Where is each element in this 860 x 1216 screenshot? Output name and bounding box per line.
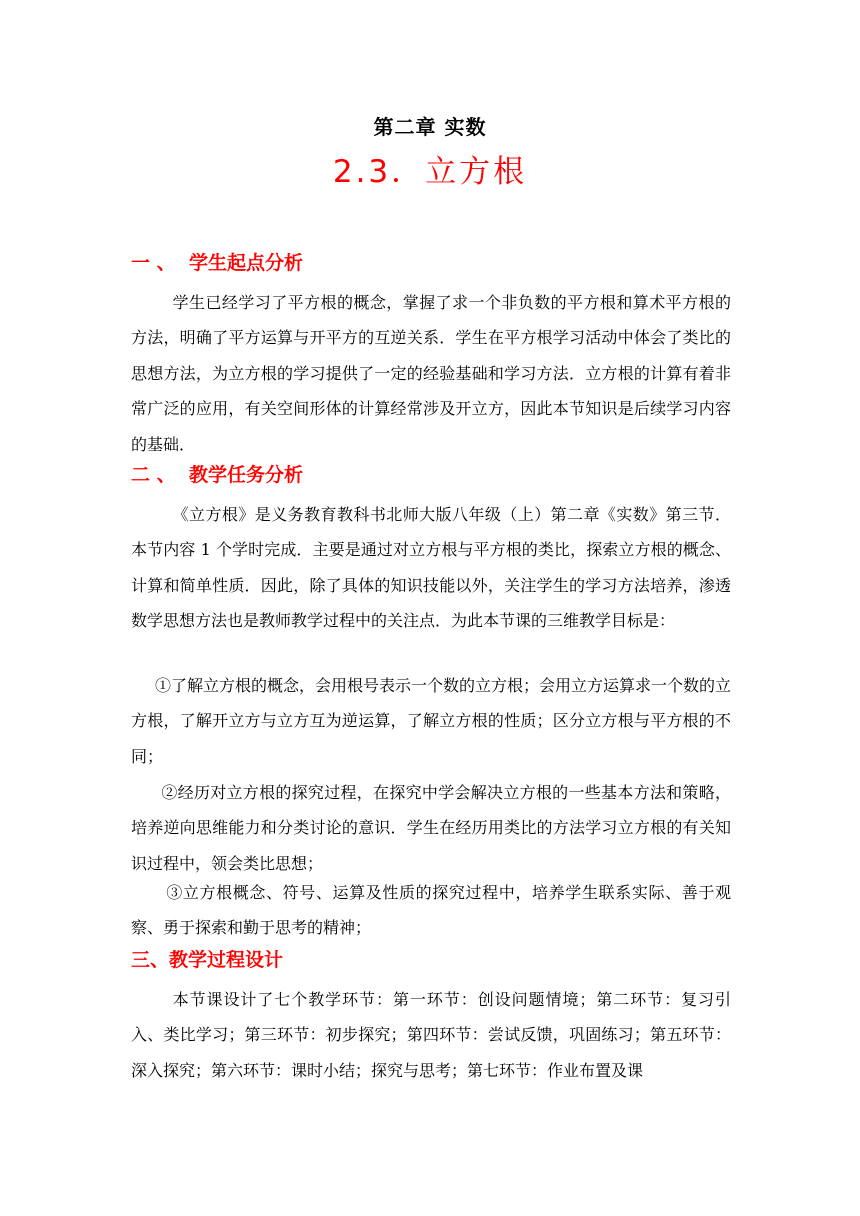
paragraph-student-analysis: 学生已经学习了平方根的概念，掌握了求一个非负数的平方根和算术平方根的方法，明确了平方运算与开平方的互逆关系．学生在平方根学习活动中体会了类比的思想方法，为立方根的学习提供了一定的经验基础和学习方法．立方根的计算有着非常广泛的应用，有关空间形体的计算经常涉及开立方，因此本节知识是后续学习内容的基础． <box>131 293 731 454</box>
objective-item-1: ①了解立方根的概念，会用根号表示一个数的立方根；会用立方运算求一个数的立方根，了解开立方与立方互为逆运算，了解立方根的性质；区分立方根与平方根的不同； <box>131 676 732 766</box>
chapter-title: 第二章 实数 <box>373 115 487 139</box>
heading-label: 教学任务分析 <box>189 464 304 486</box>
section-title: 2.3．立方根 <box>332 154 528 190</box>
heading-student-analysis <box>131 248 303 278</box>
paragraph-task-analysis: 《立方根》是义务教育教科书北师大版八年级（上）第二章《实数》第三节．本节内容 1 个学时完成．主要是通过对立方根与平方根的类比，探索立方根的概念、计算和简单性质．因此，除了具体的知识技能以外，关注学生的学习方法培养，渗透数学思想方法也是教师教学过程中的关注点．为此本节课的三维教学目标是： <box>131 505 731 631</box>
heading-process-design: 三、教学过程设计 <box>131 949 284 971</box>
heading-label: 学生起点分析 <box>189 252 304 274</box>
heading-task-analysis <box>131 460 303 490</box>
objective-item-3: ③立方根概念、符号、运算及性质的探究过程中，培养学生联系实际、善于观察、勇于探索和勤于思考的精神； <box>131 883 731 938</box>
paragraph-process-design: 本节课设计了七个教学环节：第一环节：创设问题情境；第二环节：复习引入、类比学习；第三环节：初步探究；第四环节：尝试反馈，巩固练习；第五环节：深入探究；第六环节：课时小结；探究与思考；第七环节：作业布置及课 <box>131 990 731 1080</box>
heading-number: 二 、 <box>131 464 176 486</box>
objective-item-2: ②经历对立方根的探究过程，在探究中学会解决立方根的一些基本方法和策略，培养逆向思维能力和分类讨论的意识．学生在经历用类比的方法学习立方根的有关知识过程中，领会类比思想； <box>131 783 731 873</box>
heading-number: 一 、 <box>131 252 176 274</box>
